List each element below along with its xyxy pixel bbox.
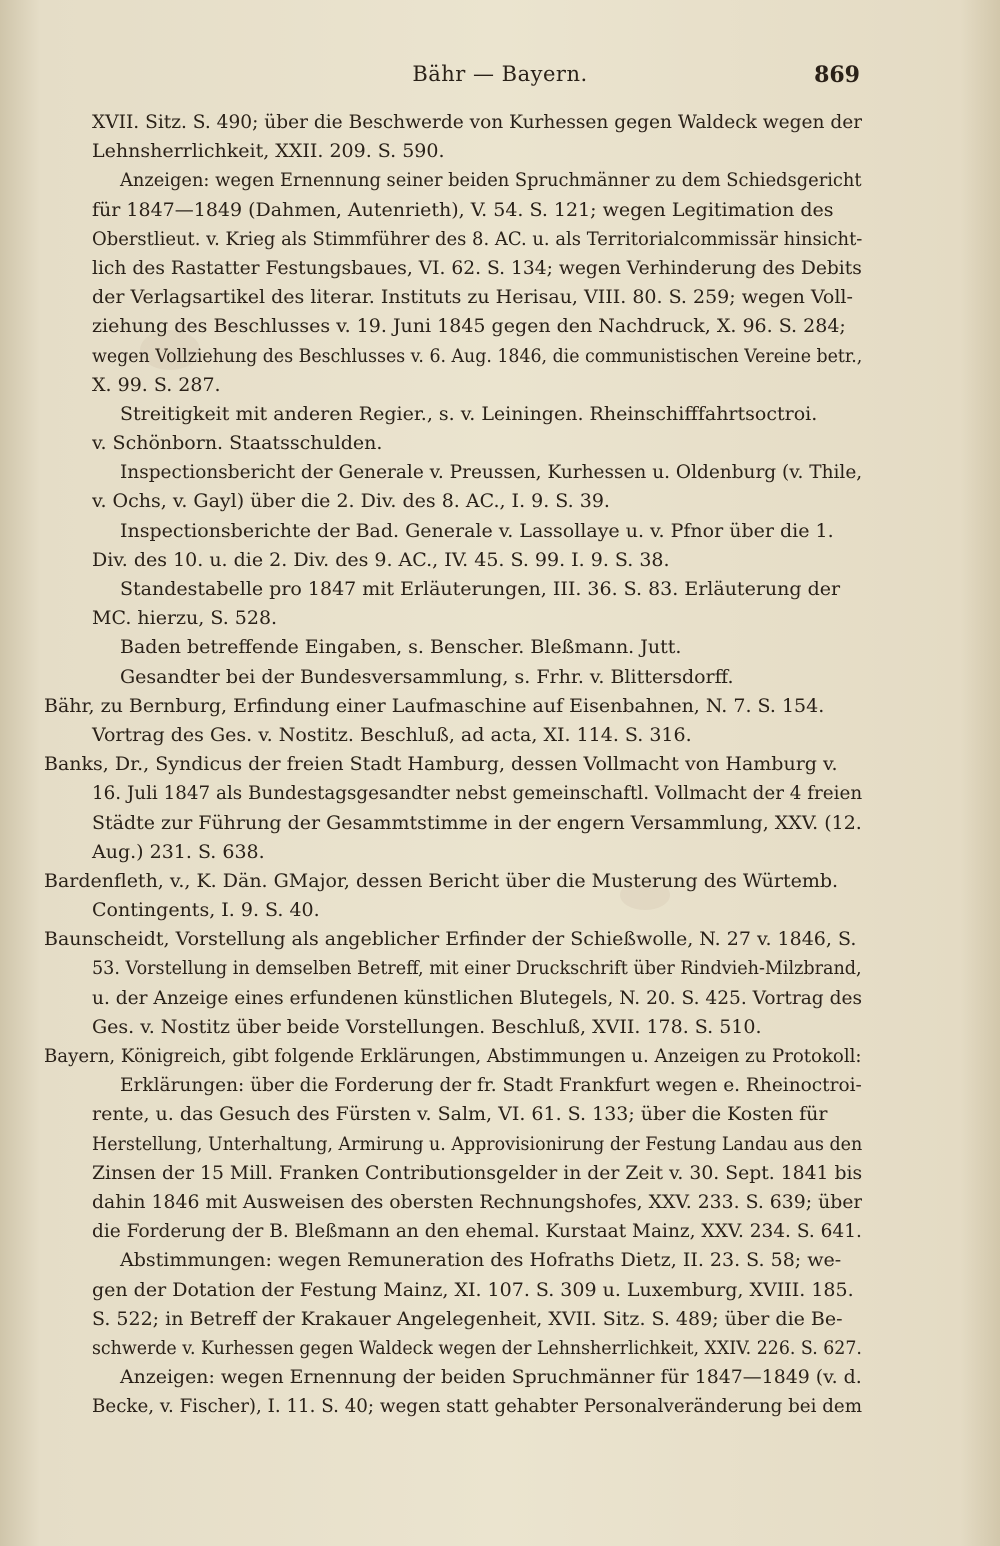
running-head: Bähr — Bayern. [412, 62, 588, 86]
index-entry [44, 692, 862, 750]
text-line: Anzeigen: wegen Ernennung seiner beiden Spruchmänner zu dem Schiedsgericht [120, 169, 862, 192]
text-line: der Verlagsartikel des literar. Instituts zu Herisau, VIII. 80. S. 259; wegen Voll- [92, 286, 853, 309]
text-line: Gesandter bei der Bundesversammlung, s. Frhr. v. Blittersdorff. [120, 665, 734, 688]
index-entry [44, 1042, 862, 1071]
text-line: Baunscheidt, Vorstellung als angeblicher Erfinder der Schießwolle, N. 27 v. 1846, S. [44, 928, 857, 951]
text-line: Erklärungen: über die Forderung der fr. Stadt Frankfurt wegen e. Rheinoctroi- [120, 1074, 862, 1097]
text-line: v. Schönborn. Staatsschulden. [92, 432, 383, 455]
text-line: Vortrag des Ges. v. Nostitz. Beschluß, ad acta, XI. 114. S. 316. [92, 723, 692, 746]
text-line: dahin 1846 mit Ausweisen des obersten Rechnungshofes, XXV. 233. S. 639; über [92, 1190, 862, 1213]
text-line: Lehnsherrlichkeit, XXII. 209. S. 590. [92, 140, 445, 163]
text-line: Inspectionsberichte der Bad. Generale v. Lassollaye u. v. Pfnor über die 1. [120, 519, 834, 542]
index-subparagraph [92, 1363, 862, 1421]
text-line: MC. hierzu, S. 528. [92, 607, 278, 630]
index-entry [44, 867, 862, 925]
text-line: ziehung des Beschlusses v. 19. Juni 1845 gegen den Nachdruck, X. 96. S. 284; [92, 315, 846, 338]
text-line: Oberstlieut. v. Krieg als Stimmführer des 8. AC. u. als Territorialcommissär hinsicht- [92, 227, 862, 250]
text-line: Inspectionsbericht der Generale v. Preussen, Kurhessen u. Oldenburg (v. Thile, [120, 461, 862, 484]
continued-paragraph [92, 108, 862, 166]
text-line: Streitigkeit mit anderen Regier., s. v. Leiningen. Rheinschifffahrtsoctroi. [120, 402, 818, 425]
text-line: Becke, v. Fischer), I. 11. S. 40; wegen statt gehabter Personalveränderung bei dem [92, 1395, 862, 1418]
text-line: Bähr, zu Bernburg, Erfindung einer Laufmaschine auf Eisenbahnen, N. 7. S. 154. [44, 694, 825, 717]
text-line: Herstellung, Unterhaltung, Armirung u. Approvisionirung der Festung Landau aus den [92, 1132, 862, 1155]
text-line: u. der Anzeige eines erfundenen künstlichen Blutegels, N. 20. S. 425. Vortrag des [92, 986, 862, 1009]
text-line: Bardenfleth, v., K. Dän. GMajor, dessen Bericht über die Musterung des Würtemb. [44, 869, 839, 892]
index-subparagraph [92, 166, 862, 400]
index-subparagraph [92, 663, 862, 692]
text-line: lich des Rastatter Festungsbaues, VI. 62. S. 134; wegen Verhinderung des Debits [92, 256, 862, 279]
index-subparagraph [92, 575, 862, 633]
text-line: rente, u. das Gesuch des Fürsten v. Salm, VI. 61. S. 133; über die Kosten für [92, 1103, 828, 1126]
index-entry [44, 925, 862, 1042]
index-subparagraph [92, 1071, 862, 1246]
text-line: Div. des 10. u. die 2. Div. des 9. AC., IV. 45. S. 99. I. 9. S. 38. [92, 548, 670, 571]
text-line: Contingents, I. 9. S. 40. [92, 899, 320, 922]
index-subparagraph [92, 517, 862, 575]
text-line: v. Ochs, v. Gayl) über die 2. Div. des 8. AC., I. 9. S. 39. [92, 490, 610, 513]
text-line: Städte zur Führung der Gesammtstimme in der engern Versammlung, XXV. (12. [92, 811, 862, 834]
index-subparagraph [92, 633, 862, 662]
text-line: S. 522; in Betreff der Krakauer Angelegenheit, XVII. Sitz. S. 489; über die Be- [92, 1307, 843, 1330]
text-line: 16. Juli 1847 als Bundestagsgesandter nebst gemeinschaftl. Vollmacht der 4 freien [92, 782, 862, 805]
text-line: für 1847—1849 (Dahmen, Autenrieth), V. 54. S. 121; wegen Legitimation des [92, 198, 834, 221]
text-line: Bayern, Königreich, gibt folgende Erklärungen, Abstimmungen u. Anzeigen zu Protokoll: [44, 1045, 862, 1067]
index-entry [44, 750, 862, 867]
index-text [44, 108, 862, 1421]
text-line: X. 99. S. 287. [92, 373, 221, 396]
text-line: schwerde v. Kurhessen gegen Waldeck wegen der Lehnsherrlichkeit, XXIV. 226. S. 627. [92, 1336, 862, 1359]
text-line: die Forderung der B. Bleßmann an den ehemal. Kurstaat Mainz, XXV. 234. S. 641. [92, 1220, 862, 1243]
index-subparagraph [92, 400, 862, 458]
text-line: Standestabelle pro 1847 mit Erläuterungen, III. 36. S. 83. Erläuterung der [120, 578, 841, 600]
text-line: Aug.) 231. S. 638. [92, 840, 265, 863]
page-header [0, 62, 1000, 92]
text-line: Anzeigen: wegen Ernennung der beiden Spruchmänner für 1847—1849 (v. d. [120, 1366, 862, 1389]
text-line: 53. Vorstellung in demselben Betreff, mit einer Druckschrift über Rindvieh-Milzbrand, [92, 957, 862, 980]
text-line: XVII. Sitz. S. 490; über die Beschwerde von Kurhessen gegen Waldeck wegen der [92, 111, 862, 133]
text-line: Zinsen der 15 Mill. Franken Contributionsgelder in der Zeit v. 30. Sept. 1841 bis [92, 1161, 862, 1184]
text-line: Baden betreffende Eingaben, s. Benscher. Bleßmann. Jutt. [120, 636, 682, 659]
text-line: Banks, Dr., Syndicus der freien Stadt Hamburg, dessen Vollmacht von Hamburg v. [44, 753, 838, 776]
index-subparagraph [92, 458, 862, 516]
index-subparagraph [92, 1246, 862, 1363]
text-line: Abstimmungen: wegen Remuneration des Hofraths Dietz, II. 23. S. 58; we- [120, 1249, 842, 1272]
text-line: wegen Vollziehung des Beschlusses v. 6. Aug. 1846, die communistischen Vereine betr., [92, 344, 862, 367]
text-line: gen der Dotation der Festung Mainz, XI. 107. S. 309 u. Luxemburg, XVIII. 185. [92, 1278, 854, 1301]
page-number: 869 [814, 62, 860, 88]
text-line: Ges. v. Nostitz über beide Vorstellungen. Beschluß, XVII. 178. S. 510. [92, 1015, 762, 1038]
